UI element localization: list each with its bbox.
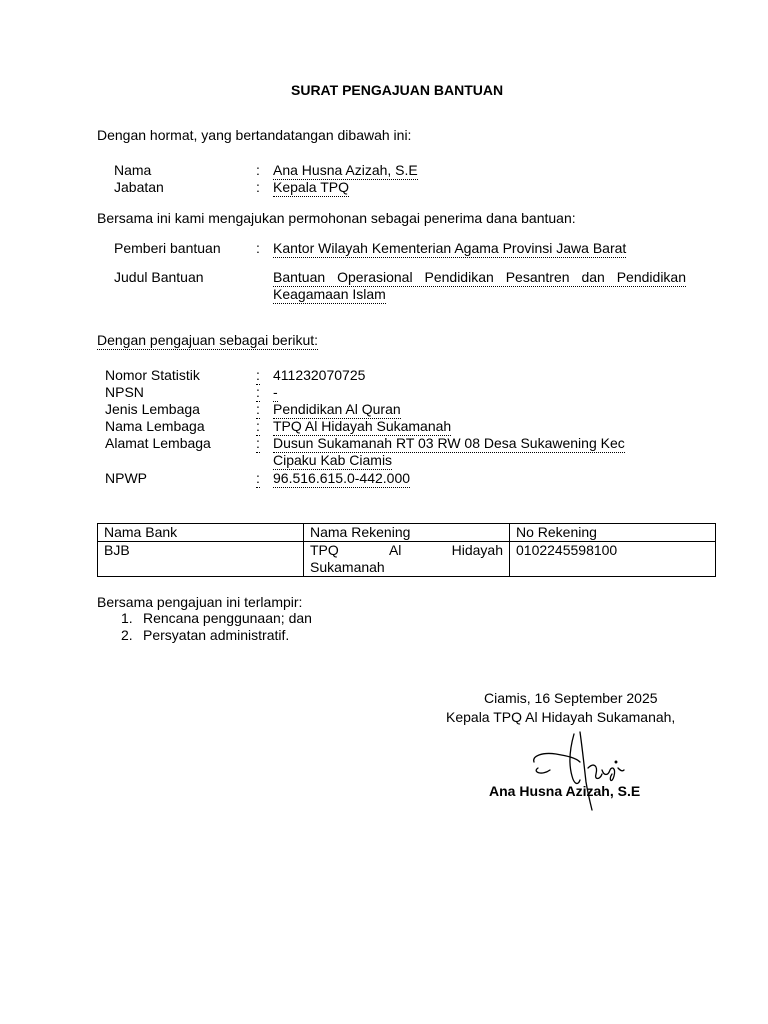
list-item: Persyatan administratif.	[143, 627, 290, 643]
signer-name-label: Nama	[114, 162, 152, 178]
list-item-number: 1.	[121, 610, 133, 626]
type-label: Jenis Lembaga	[105, 401, 200, 417]
separator: :	[256, 384, 260, 400]
closing-role: Kepala TPQ Al Hidayah Sukamanah,	[446, 709, 676, 725]
attachments-intro: Bersama pengajuan ini terlampir:	[97, 594, 303, 610]
address-line2: Cipaku Kab Ciamis	[273, 452, 393, 468]
provider-label: Pemberi bantuan	[114, 240, 221, 256]
table-header-row	[98, 524, 716, 542]
npwp-value: 96.516.615.0-442.000	[273, 470, 411, 486]
table-header-cell: Nama Bank	[98, 524, 304, 542]
separator: :	[256, 162, 260, 178]
separator: :	[256, 179, 260, 195]
separator: :	[256, 435, 260, 451]
separator: :	[256, 470, 260, 486]
separator: :	[256, 418, 260, 434]
list-item-number: 2.	[121, 627, 133, 643]
account-name-word: TPQ	[310, 542, 339, 558]
table-header-cell: No Rekening	[510, 524, 716, 542]
place-date: Ciamis, 16 September 2025	[484, 690, 658, 706]
signer-name-value: Ana Husna Azizah, S.E	[273, 162, 418, 178]
list-item: Rencana penggunaan; dan	[143, 610, 312, 626]
document-title: SURAT PENGAJUAN BANTUAN	[291, 82, 504, 98]
account-name-cell	[304, 542, 510, 577]
address-line1: Dusun Sukamanah RT 03 RW 08 Desa Sukawening Kec	[273, 435, 625, 451]
grant-title-label: Judul Bantuan	[114, 269, 204, 285]
bank-name-cell: BJB	[98, 542, 304, 577]
separator: :	[256, 367, 260, 383]
account-name-line1	[310, 542, 503, 559]
signer-position-value: Kepala TPQ	[273, 179, 350, 195]
provider-value: Kantor Wilayah Kementerian Agama Provinsi Jawa Barat	[273, 240, 627, 256]
grant-title-line2: Keagamaan Islam	[273, 286, 386, 302]
institution-name-label: Nama Lembaga	[105, 418, 205, 434]
institution-name-value: TPQ Al Hidayah Sukamanah	[273, 418, 452, 434]
signer-position-label: Jabatan	[114, 179, 164, 195]
table-header-cell: Nama Rekening	[304, 524, 510, 542]
grant-title-line1: Bantuan Operasional Pendidikan Pesantren dan Pendidikan	[273, 269, 686, 285]
account-number-cell: 0102245598100	[510, 542, 716, 577]
npsn-value: -	[273, 384, 278, 400]
statistic-value: 411232070725	[273, 367, 366, 383]
separator: :	[256, 401, 260, 417]
details-heading: Dengan pengajuan sebagai berikut:	[97, 332, 319, 348]
account-name-word: Al	[388, 542, 402, 558]
opening-text: Dengan hormat, yang bertandatangan dibawah ini:	[97, 127, 412, 143]
signature-name: Ana Husna Azizah, S.E	[489, 783, 641, 799]
account-name-line2: Sukamanah	[310, 559, 385, 575]
account-name-word: Hidayah	[451, 542, 503, 558]
type-value: Pendidikan Al Quran	[273, 401, 401, 417]
table-row	[98, 542, 716, 577]
bank-table	[97, 523, 716, 577]
npsn-label: NPSN	[105, 384, 144, 400]
address-label: Alamat Lembaga	[105, 435, 211, 451]
statistic-label: Nomor Statistik	[105, 367, 200, 383]
request-intro: Bersama ini kami mengajukan permohonan sebagai penerima dana bantuan:	[97, 210, 576, 226]
npwp-label: NPWP	[105, 470, 147, 486]
separator: :	[256, 240, 260, 256]
